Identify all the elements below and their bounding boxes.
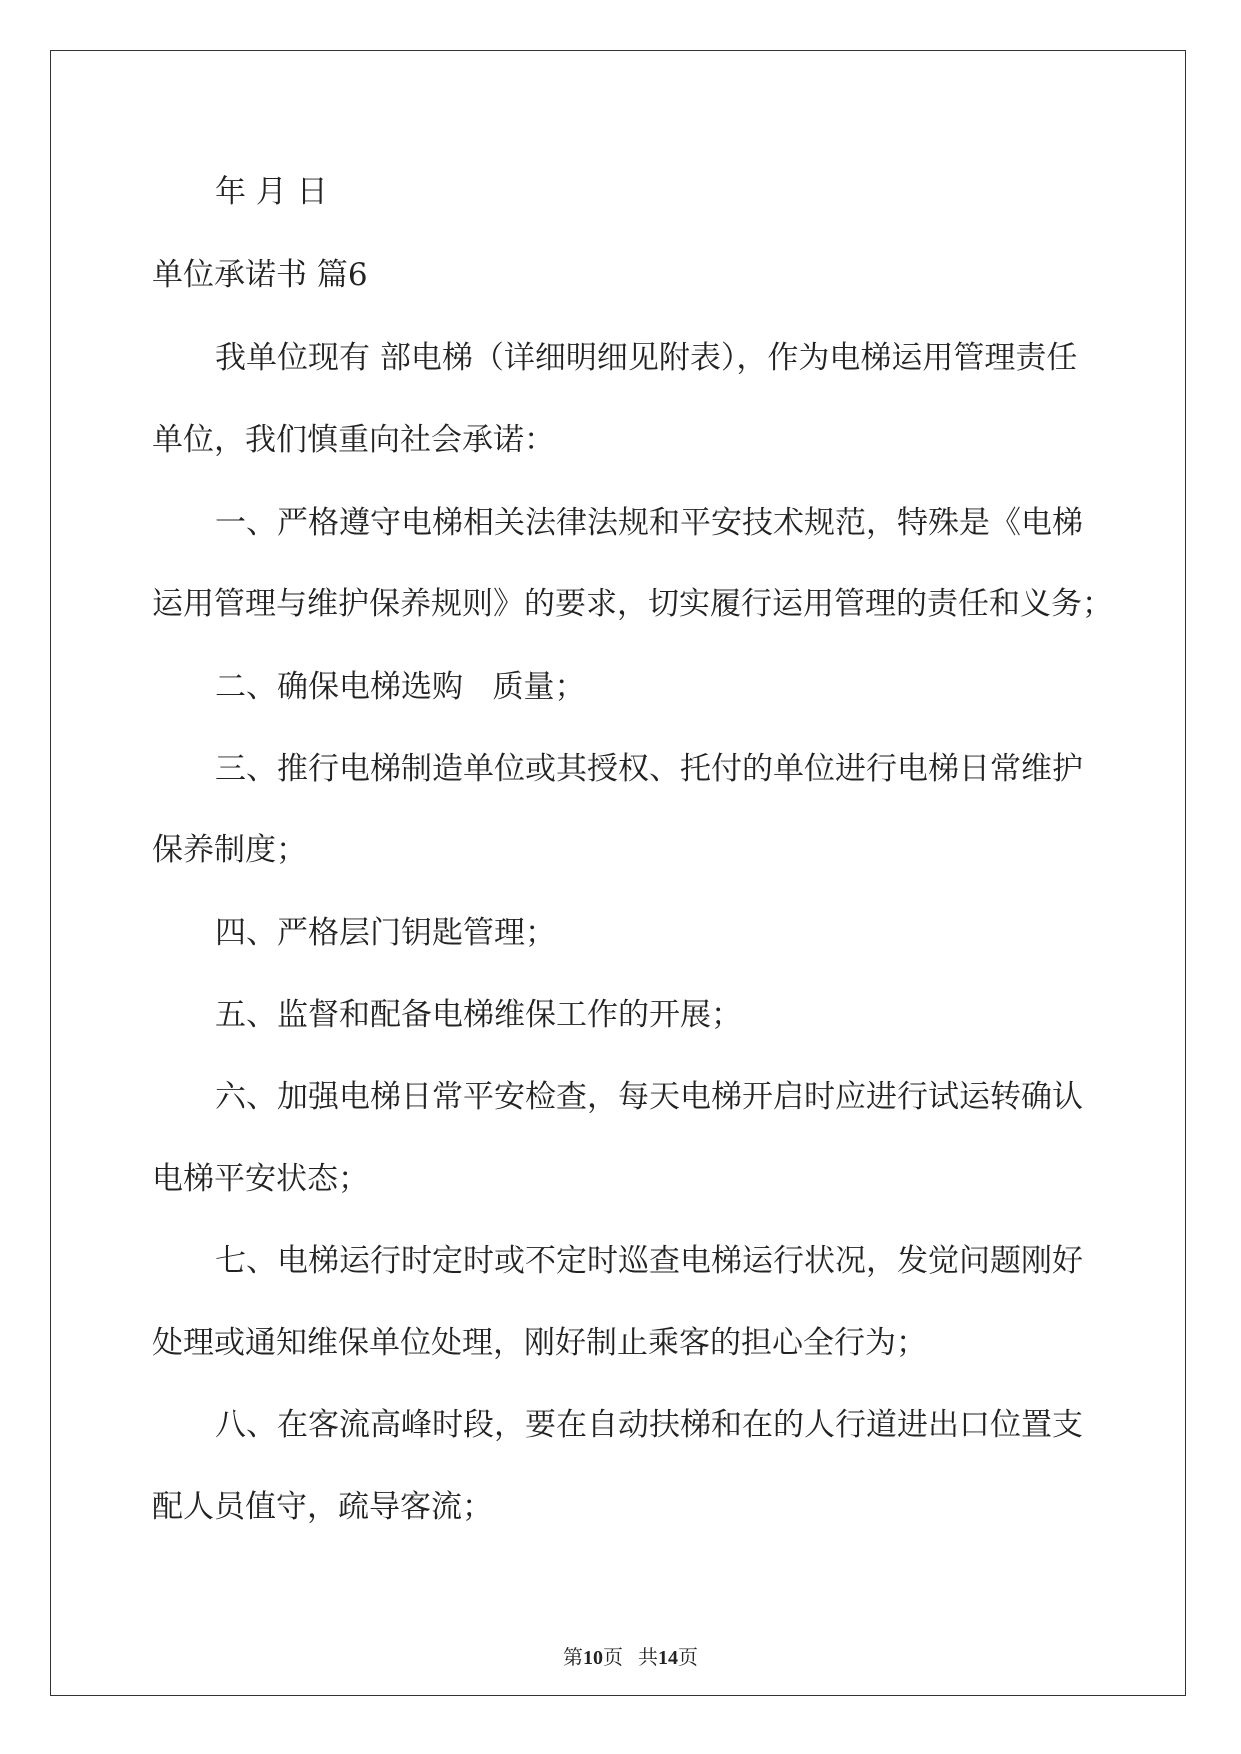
total-prefix: 共 [638,1647,658,1669]
paragraph-line: 一、严格遵守电梯相关法律法规和平安技术规范，特殊是《电梯 [215,505,1083,541]
paragraph-line: 电梯平安状态； [152,1161,369,1197]
paragraph-line: 六、加强电梯日常平安检查，每天电梯开启时应进行试运转确认 [215,1079,1083,1115]
section-heading: 单位承诺书 篇6 [152,257,368,293]
paragraph-line: 保养制度； [152,832,307,868]
paragraph-line: 八、在客流高峰时段，要在自动扶梯和在的人行道进出口位置支 [215,1407,1083,1443]
paragraph-line: 我单位现有 部电梯（详细明细见附表），作为电梯运用管理责任 [215,340,1078,376]
paragraph-line: 三、推行电梯制造单位或其授权、托付的单位进行电梯日常维护 [215,751,1083,787]
page-border [50,50,1186,1696]
paragraph-line: 五、监督和配备电梯维保工作的开展； [215,997,742,1033]
date-line: 年 月 日 [215,174,328,210]
paragraph-line: 四、严格层门钥匙管理； [215,915,556,951]
paragraph-line: 处理或通知维保单位处理，刚好制止乘客的担心全行为； [152,1325,927,1361]
page-total: 14 [658,1647,678,1669]
paragraph-line: 配人员值守，疏导客流； [152,1489,493,1525]
paragraph-line: 运用管理与维护保养规则》的要求，切实履行运用管理的责任和义务； [152,586,1113,622]
paragraph-line: 二、确保电梯选购 质量； [215,669,586,705]
page-number-footer [0,1618,1241,1693]
total-suffix: 页 [678,1647,698,1669]
paragraph-line: 七、电梯运行时定时或不定时巡查电梯运行状况，发觉问题刚好 [215,1243,1083,1279]
page-suffix: 页 [603,1647,623,1669]
page-current: 10 [583,1647,603,1669]
page-prefix: 第 [563,1647,583,1669]
paragraph-line: 单位，我们慎重向社会承诺： [152,422,555,458]
